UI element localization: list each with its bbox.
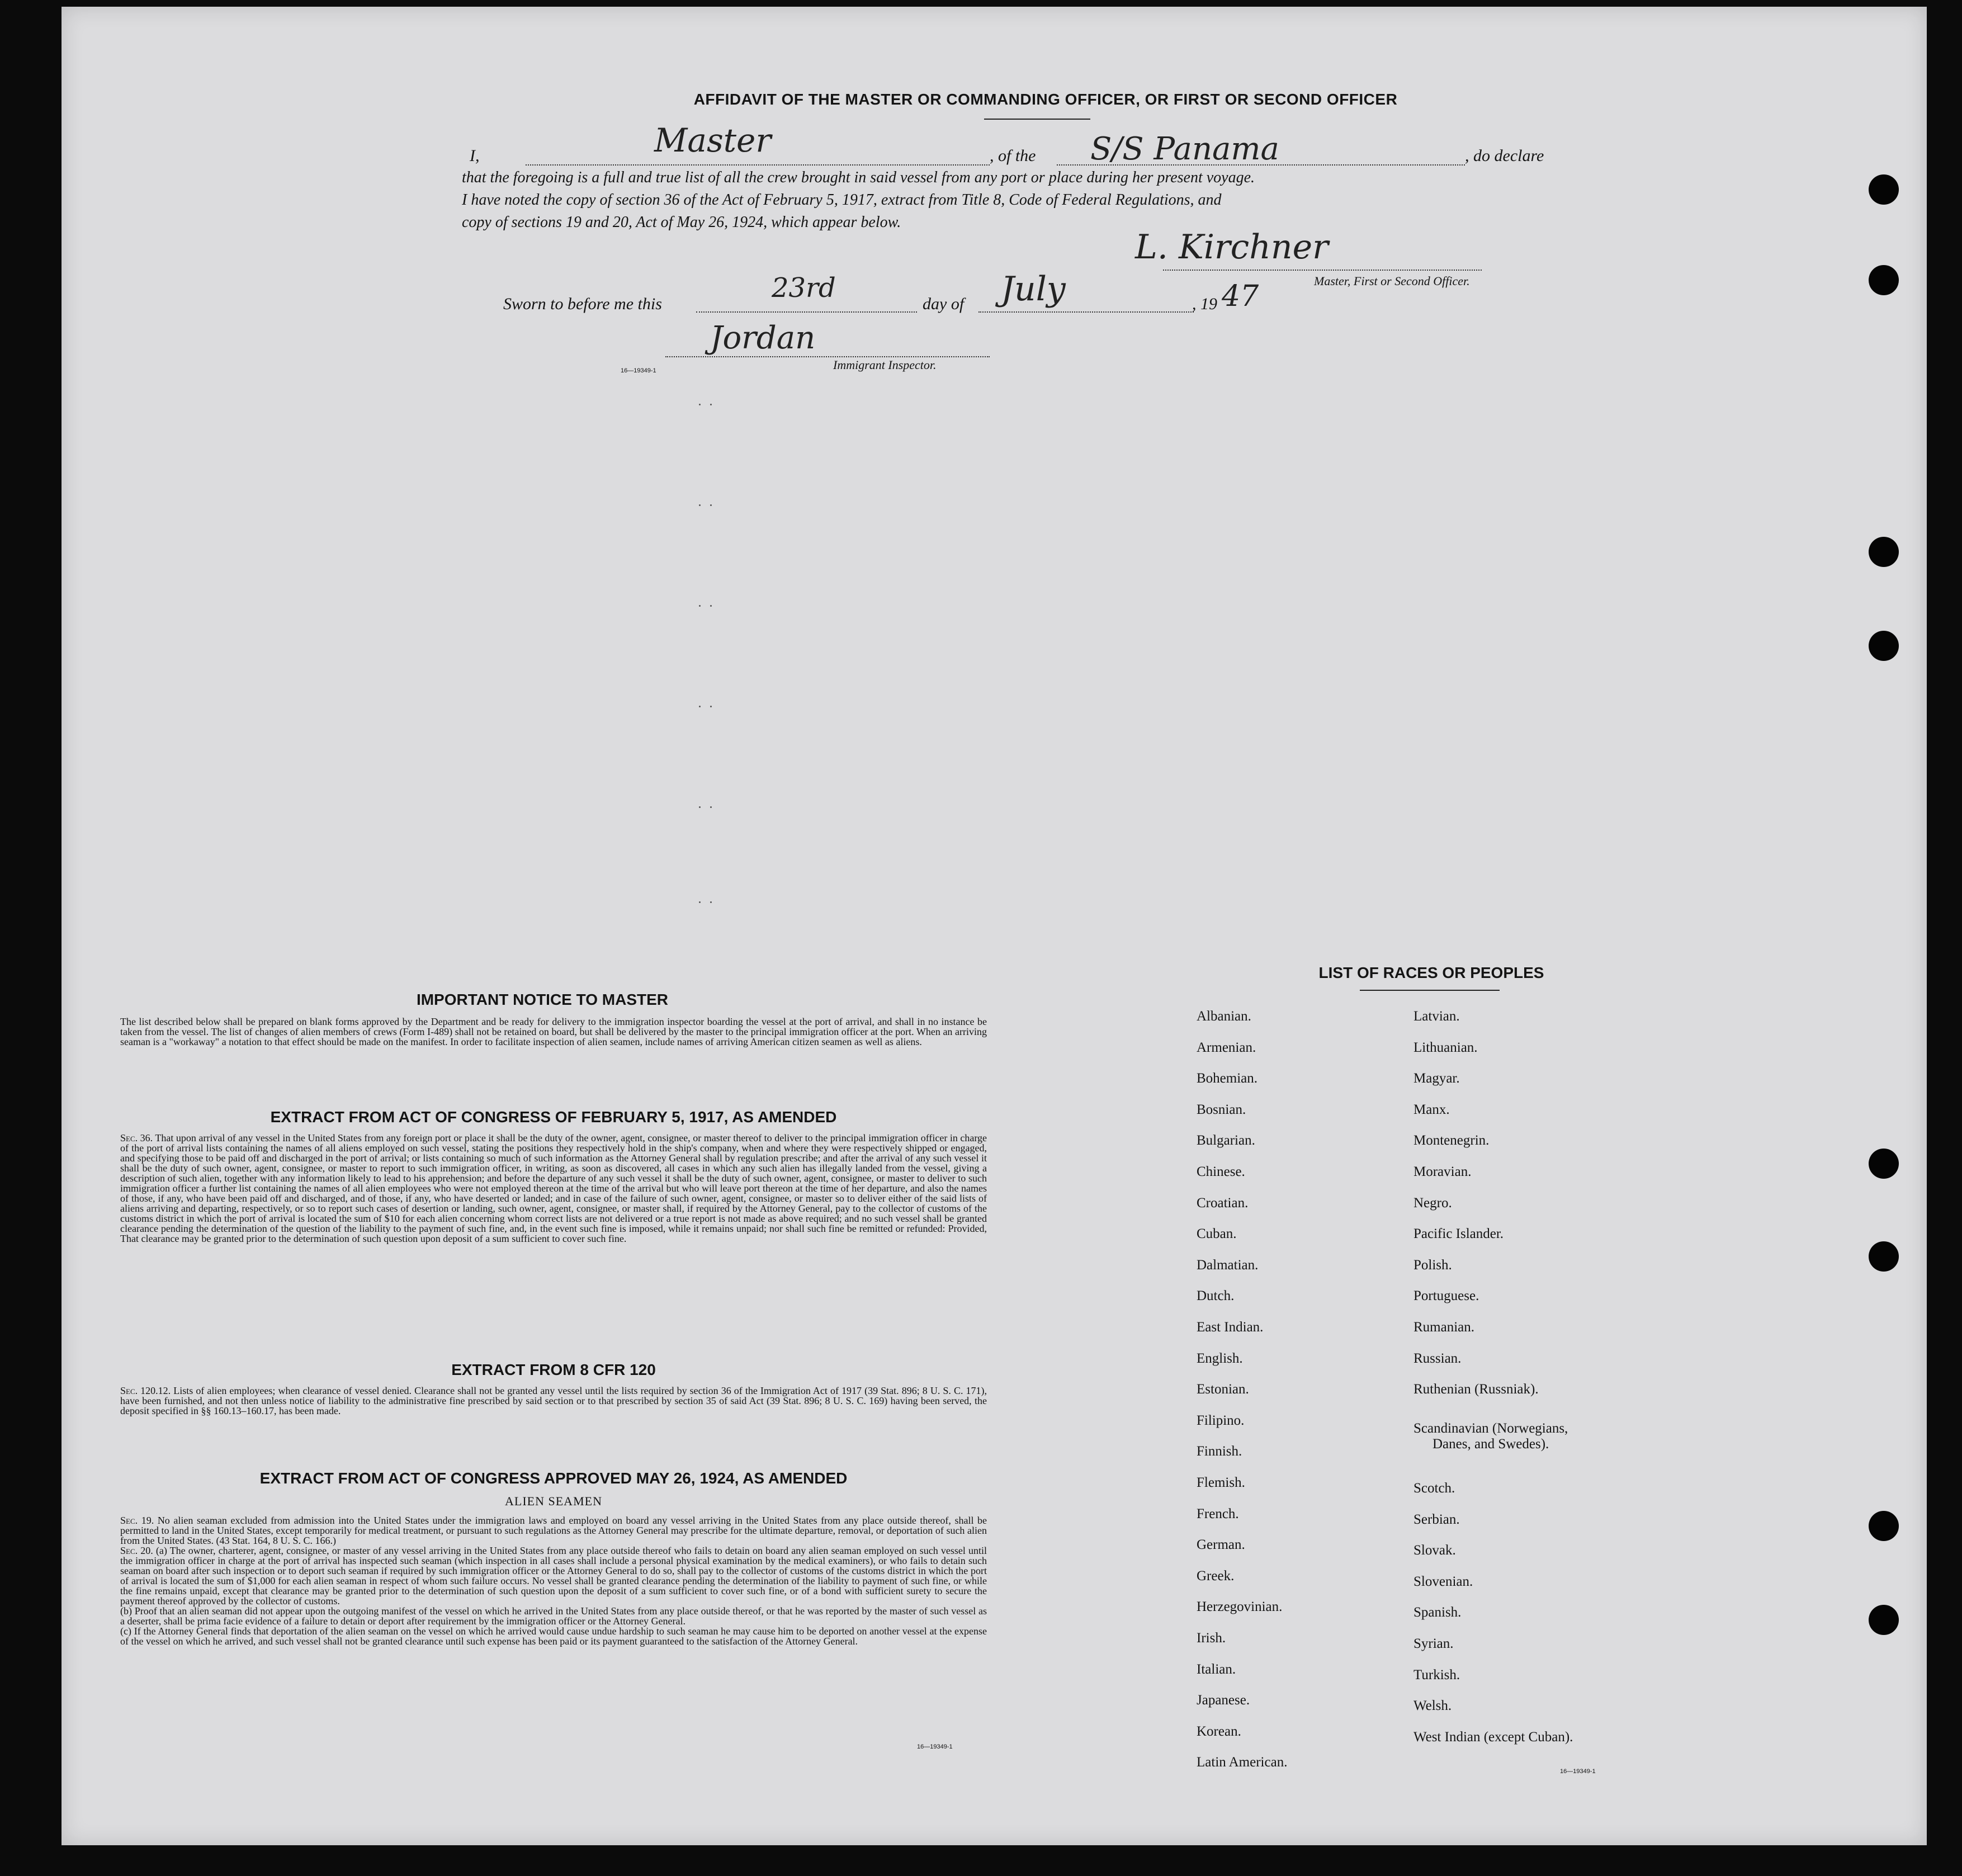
- extract-8cfr-text: [120, 1386, 987, 1416]
- master-signature-line: [1163, 270, 1482, 271]
- extract-1917-title: EXTRACT FROM ACT OF CONGRESS OF FEBRUARY 5, 1917, AS AMENDED: [270, 1108, 837, 1126]
- binder-hole: [1869, 1511, 1899, 1541]
- race-right-item: Slovak.: [1413, 1543, 1456, 1558]
- sec20b-paragraph: (b) Proof that an alien seaman did not appear upon the outgoing manifest of the vessel on which he arrived in the United States from any place outside thereof, or that he was reported by the master of such vessel as a deserter, shall be prima facie evidence of a failure to detain or deport after requirement by the immigration officer or the Attorney General.: [120, 1605, 987, 1627]
- master-signature: L. Kirchner: [1135, 228, 1329, 267]
- race-left-item: Bulgarian.: [1197, 1133, 1255, 1149]
- race-right-item: Ruthenian (Russniak).: [1413, 1382, 1539, 1397]
- race-right-item: Slovenian.: [1413, 1573, 1473, 1589]
- extract-1924-title: EXTRACT FROM ACT OF CONGRESS APPROVED MAY 26, 1924, AS AMENDED: [259, 1469, 848, 1487]
- inspector-signature-line: [665, 356, 990, 357]
- race-left-item: Cuban.: [1197, 1226, 1237, 1242]
- day-of-label: day of: [923, 295, 965, 313]
- master-label: Master, First or Second Officer.: [1314, 274, 1470, 288]
- dot-marker: [699, 404, 701, 405]
- sec19-label: Sec. 19.: [120, 1515, 154, 1526]
- race-right-item: Pacific Islander.: [1413, 1226, 1504, 1242]
- affidavit-line4: copy of sections 19 and 20, Act of May 26, 1924, which appear below.: [462, 214, 901, 231]
- day-blank: [696, 311, 917, 313]
- affidavit-line2: that the foregoing is a full and true list of all the crew brought in said vessel from any port or place during her present voyage.: [462, 169, 1255, 186]
- race-left-item: Albanian.: [1197, 1009, 1251, 1024]
- race-right-item: Lithuanian.: [1413, 1039, 1478, 1055]
- race-right-item: Montenegrin.: [1413, 1133, 1490, 1149]
- month-blank: [978, 311, 1194, 313]
- race-left-item: Chinese.: [1197, 1164, 1245, 1179]
- extract-8cfr-body: Lists of alien employees; when clearance of vessel denied. Clearance shall not be granted any vessel until the lists required by section 36 of the Immigration Act of 1917 (39 Stat. 896; 8 U. S. C. 171), have been furnished, and not then unless notice of liability to the administrative fine prescribed by said section or to that prescribed by section 35 of said Act (39 Stat. 896; 8 U. S. C. 169) having been served, the deposit specified in §§ 160.13–160.17, has been made.: [120, 1385, 987, 1416]
- race-left-item: Flemish.: [1197, 1475, 1245, 1490]
- race-right-item: Danes, and Swedes).: [1433, 1436, 1549, 1452]
- document-page: [62, 7, 1927, 1845]
- sec19-body: No alien seaman excluded from admission into the United States under the immigration laws and employed on board any vessel arriving in the United States from any place outside thereof, shall be permitted to land in the United States, except temporarily for medical treatment, or pursuant to such regulations as the Attorney General may prescribe for the ultimate departure, removal, or deportation of such alien from the United States. (43 Stat. 164, 8 U. S. C. 166.): [120, 1515, 987, 1546]
- extract-1917-text: [120, 1133, 987, 1244]
- race-right-item: Manx.: [1413, 1102, 1450, 1117]
- year-handwritten: 47: [1222, 280, 1259, 313]
- inspector-label: Immigrant Inspector.: [833, 358, 937, 372]
- race-left-item: Italian.: [1197, 1661, 1236, 1677]
- race-right-item: Latvian.: [1413, 1009, 1460, 1024]
- inspector-signature: Jordan: [710, 320, 816, 356]
- sec20a-paragraph: [120, 1546, 987, 1606]
- day-handwritten: 23rd: [772, 272, 836, 304]
- race-right-item: West Indian (except Cuban).: [1413, 1729, 1573, 1745]
- race-left-item: Korean.: [1197, 1723, 1241, 1739]
- affidavit-title: AFFIDAVIT OF THE MASTER OR COMMANDING OFFICER, OR FIRST OR SECOND OFFICER: [693, 91, 1398, 108]
- binder-hole: [1869, 265, 1899, 295]
- binder-hole: [1869, 537, 1899, 567]
- dot-marker: [710, 901, 712, 903]
- dot-marker: [710, 504, 712, 506]
- race-left-item: Bohemian.: [1197, 1071, 1258, 1086]
- sec20a-body: (a) The owner, charterer, agent, consignee, or master of any vessel arriving in the United States from any place outside thereof who fails to detain on board any alien seaman employed on such vessel until the immigration officer in charge at the port of arrival has inspected such seaman (which inspection in all cases shall include a personal physical examination by the medical examiners), or who fails to detain such seaman on board after such inspection or to deport such seaman if required by such immigration officer or the Attorney General to do so, shall pay to the collector of customs of the customs district in which the port of arrival is located the sum of $1,000 for each alien seaman in respect of whom such failure occurs. No vessel shall be granted clearance pending the determination of the liability to payment of such fine, or while the fine remains unpaid, except that clearance may be granted prior to the determination of such question upon the deposit of a sum sufficient to cover such fine, or of a bond with sufficient surety to secure the payment thereof approved by the collector of customs.: [120, 1545, 987, 1606]
- races-title: LIST OF RACES OR PEOPLES: [1318, 964, 1544, 981]
- race-left-item: Greek.: [1197, 1568, 1235, 1584]
- race-right-item: Magyar.: [1413, 1071, 1460, 1086]
- extract-1917-sec-label: Sec. 36.: [120, 1132, 153, 1143]
- year-prefix: , 19: [1192, 295, 1217, 313]
- binder-hole: [1869, 631, 1899, 661]
- extract-8cfr-sec-label: Sec. 120.12.: [120, 1385, 171, 1396]
- race-right-item: Serbian.: [1413, 1511, 1460, 1527]
- notice-title: IMPORTANT NOTICE TO MASTER: [416, 991, 669, 1008]
- extract-1924-text: [120, 1515, 987, 1646]
- affidavit-line1-prefix: I,: [470, 147, 480, 165]
- dot-marker: [699, 901, 701, 903]
- notice-text: The list described below shall be prepared on blank forms approved by the Department and be ready for delivery to the immigration inspector boarding the vessel at the port of arrival, and shall in no instance be taken from the vessel. The list of changes of alien members of crews (Form I-489) shall not be retained on board, but shall be delivered by the master to the principal immigration officer at the port. When an arriving seaman is a "workaway" a notation to that effect should be made on the manifest. In order to facilitate inspection of alien seamen, include names of arriving American citizen seamen as well as aliens.: [120, 1016, 987, 1047]
- race-right-item: Rumanian.: [1413, 1320, 1475, 1335]
- dot-marker: [710, 605, 712, 607]
- race-left-item: French.: [1197, 1506, 1239, 1521]
- dot-marker: [710, 706, 712, 707]
- binder-hole: [1869, 1241, 1899, 1272]
- dot-marker: [710, 404, 712, 405]
- dot-marker: [699, 806, 701, 808]
- race-left-item: Estonian.: [1197, 1382, 1249, 1397]
- officer-blank: [526, 164, 990, 166]
- form-number-right: 16—19349-1: [1560, 1768, 1596, 1775]
- month-handwritten: July: [1001, 270, 1066, 309]
- race-right-item: Negro.: [1413, 1195, 1452, 1211]
- race-left-item: Herzegovinian.: [1197, 1599, 1283, 1615]
- race-right-item: Welsh.: [1413, 1698, 1452, 1714]
- race-left-item: Croatian.: [1197, 1195, 1249, 1211]
- dot-marker: [699, 605, 701, 607]
- race-left-item: East Indian.: [1197, 1320, 1264, 1335]
- race-left-item: Finnish.: [1197, 1444, 1242, 1459]
- sec20-label: Sec. 20.: [120, 1545, 153, 1556]
- sec20c-paragraph: (c) If the Attorney General finds that deportation of the alien seaman on the vessel on which he arrived would cause undue hardship to such seaman he may cause him to be deported on another vessel at the expense of the vessel on which he arrived, and such vessel shall not be granted clearance until such expense has been paid or its payment guaranteed to the satisfaction of the Attorney General.: [120, 1625, 987, 1647]
- sec19-paragraph: [120, 1515, 987, 1546]
- race-right-item: Moravian.: [1413, 1164, 1472, 1179]
- race-left-item: Dutch.: [1197, 1288, 1235, 1304]
- extract-1924-subtitle: ALIEN SEAMEN: [505, 1494, 602, 1508]
- binder-hole: [1869, 174, 1899, 205]
- race-right-item: Scotch.: [1413, 1481, 1455, 1496]
- form-number-top: 16—19349-1: [621, 367, 656, 374]
- race-left-item: Irish.: [1197, 1631, 1226, 1646]
- extract-8cfr-title: EXTRACT FROM 8 CFR 120: [451, 1361, 656, 1378]
- race-left-item: English.: [1197, 1350, 1243, 1366]
- binder-hole: [1869, 1605, 1899, 1635]
- race-left-item: Japanese.: [1197, 1693, 1250, 1708]
- race-left-item: Dalmatian.: [1197, 1257, 1259, 1273]
- sworn-prefix: Sworn to before me this: [503, 295, 662, 313]
- affidavit-line1-mid: , of the: [990, 147, 1036, 165]
- officer-handwritten: Master: [654, 121, 772, 159]
- dot-marker: [699, 706, 701, 707]
- title-rule: [984, 119, 1090, 120]
- binder-hole: [1869, 1149, 1899, 1179]
- race-left-item: Armenian.: [1197, 1039, 1256, 1055]
- dot-marker: [699, 504, 701, 506]
- race-right-item: Turkish.: [1413, 1667, 1460, 1683]
- race-right-item: Scandinavian (Norwegians,: [1413, 1420, 1568, 1436]
- race-right-item: Syrian.: [1413, 1636, 1454, 1651]
- race-right-item: Russian.: [1413, 1350, 1462, 1366]
- race-left-item: German.: [1197, 1537, 1245, 1553]
- affidavit-line1-suffix: , do declare: [1465, 147, 1544, 165]
- form-number-left: 16—19349-1: [917, 1743, 953, 1750]
- race-left-item: Latin American.: [1197, 1755, 1288, 1770]
- races-title-rule: [1360, 990, 1500, 991]
- extract-1917-body: That upon arrival of any vessel in the United States from any foreign port or place it shall be the duty of the owner, agent, consignee, or master thereof to deliver to the principal immigration officer in charge of the port of arrival lists containing the names of all aliens employed on such vessel, stating the positions they respectively hold in the ship's company, when and where they were respectively shipped or engaged, and specifying those to be paid off and discharged in the port of arrival; or lists containing so much of such information as the Attorney General shall by regulation prescribe; and after the arrival of any such vessel it shall be the duty of such owner, agent, consignee, or master to report to such immigration officer, in writing, as soon as discovered, all cases in which any such alien has illegally landed from the vessel, giving a description of such alien, together with any information likely to lead to his apprehension; and before the departure of any such vessel it shall be the duty of such owner, agent, consignee, or master to deliver to such immigration officer a further list containing the names of all alien employees who were not employed thereon at the time of the arrival but who will leave port thereon at the time of her departure, and also the names of those, if any, who have been paid off and discharged, and of those, if any, who have deserted or landed; and in case of the failure of such owner, agent, consignee, or master so to deliver either of the said lists of aliens arriving and departing, respectively, or so to report such cases of desertion or landing, such owner, agent, consignee, or master shall, if required by the Attorney General, pay to the collector of customs of the customs district in which the port of arrival is located the sum of $10 for each alien concerning whom correct lists are not delivered or a true report is not made as above required; and no such vessel shall be granted clearance pending the determination of the question of the liability to the payment of such fine, and, in the event such fine is imposed, while it remains unpaid; nor shall such fine be remitted or refunded: Provided, That clearance may be granted prior to the determination of such question upon deposit of a sum sufficient to cover such fine.: [120, 1132, 987, 1244]
- dot-marker: [710, 806, 712, 808]
- race-right-item: Portuguese.: [1413, 1288, 1479, 1304]
- race-left-item: Filipino.: [1197, 1412, 1245, 1428]
- vessel-handwritten: S/S Panama: [1090, 131, 1279, 167]
- race-left-item: Bosnian.: [1197, 1102, 1246, 1117]
- race-right-item: Spanish.: [1413, 1605, 1462, 1620]
- affidavit-line3: I have noted the copy of section 36 of the Act of February 5, 1917, extract from Title 8, Code of Federal Regulations, and: [462, 191, 1222, 209]
- race-right-item: Polish.: [1413, 1257, 1452, 1273]
